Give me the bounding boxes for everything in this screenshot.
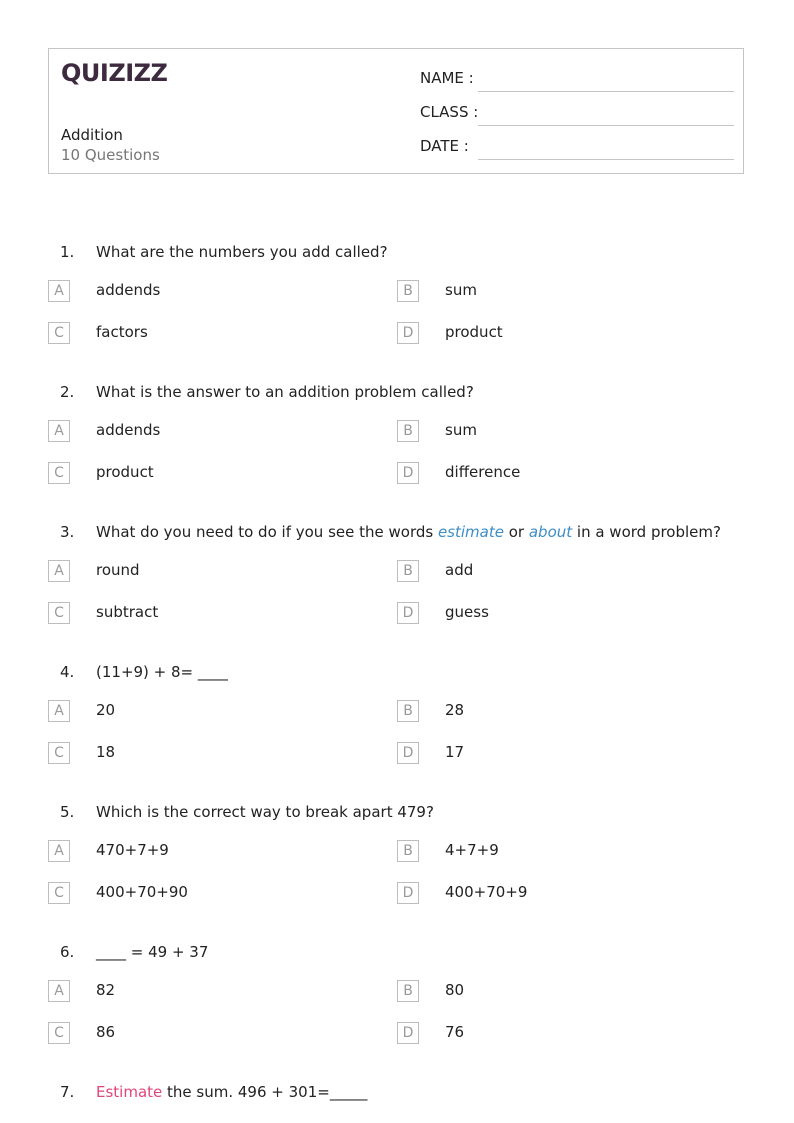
option-letter-box: D <box>397 322 419 344</box>
class-label: CLASS : <box>420 103 479 121</box>
question-text: Which is the correct way to break apart 479? <box>96 803 434 821</box>
option-letter-box: A <box>48 420 70 442</box>
question-text: (11+9) + 8= ____ <box>96 663 228 681</box>
question-text-part: or <box>503 523 529 541</box>
option-letter-box: A <box>48 980 70 1002</box>
option-letter-box: D <box>397 742 419 764</box>
date-field[interactable] <box>420 137 734 163</box>
option-letter-box: B <box>397 560 419 582</box>
option-letter-box: A <box>48 280 70 302</box>
option-text: 82 <box>96 981 116 999</box>
option-letter-box: A <box>48 840 70 862</box>
question-number: 3. <box>60 523 75 541</box>
option-letter-box: D <box>397 1022 419 1044</box>
class-field[interactable] <box>420 103 734 129</box>
highlight-estimate: estimate <box>437 523 504 541</box>
option-text: 20 <box>96 701 116 719</box>
question-number: 5. <box>60 803 75 821</box>
option-letter-box: B <box>397 980 419 1002</box>
option-letter-box: D <box>397 602 419 624</box>
worksheet-header <box>48 48 744 174</box>
question-count: 10 Questions <box>61 146 160 164</box>
question-number: 1. <box>60 243 75 261</box>
question-text-part: in a word problem? <box>572 523 721 541</box>
date-line[interactable] <box>478 159 734 160</box>
question-text-part: the sum. 496 + 301=_____ <box>162 1083 368 1101</box>
option-text: 18 <box>96 743 116 761</box>
question-text-part: What do you need to do if you see the words <box>96 523 438 541</box>
option-text: factors <box>96 323 148 341</box>
option-letter-box: D <box>397 462 419 484</box>
option-text: 28 <box>445 701 465 719</box>
option-letter-box: A <box>48 560 70 582</box>
question-text: What is the answer to an addition problem called? <box>96 383 474 401</box>
question-number: 4. <box>60 663 75 681</box>
question-number: 2. <box>60 383 75 401</box>
option-text: product <box>96 463 154 481</box>
option-text: 86 <box>96 1023 116 1041</box>
option-letter-box: C <box>48 322 70 344</box>
question-number: 6. <box>60 943 75 961</box>
option-text: 4+7+9 <box>445 841 499 859</box>
name-line[interactable] <box>478 91 734 92</box>
option-text: 400+70+9 <box>445 883 528 901</box>
question-text: What are the numbers you add called? <box>96 243 388 261</box>
option-text: 17 <box>445 743 465 761</box>
option-text: sum <box>445 421 477 439</box>
option-letter-box: D <box>397 882 419 904</box>
date-label: DATE : <box>420 137 469 155</box>
question-text <box>96 523 721 541</box>
option-letter-box: C <box>48 882 70 904</box>
option-text: addends <box>96 281 161 299</box>
option-letter-box: A <box>48 700 70 722</box>
question-text <box>96 1083 367 1101</box>
quizizz-logo: QUIZIZZ <box>61 59 168 87</box>
option-letter-box: B <box>397 420 419 442</box>
option-text: 76 <box>445 1023 465 1041</box>
option-letter-box: C <box>48 602 70 624</box>
highlight-estimate: Estimate <box>96 1083 163 1101</box>
option-text: round <box>96 561 140 579</box>
worksheet-title: Addition <box>61 126 123 144</box>
option-text: 400+70+90 <box>96 883 188 901</box>
option-text: add <box>445 561 474 579</box>
option-text: 80 <box>445 981 465 999</box>
option-text: product <box>445 323 503 341</box>
name-field[interactable] <box>420 69 734 95</box>
class-line[interactable] <box>478 125 734 126</box>
option-text: addends <box>96 421 161 439</box>
question-number: 7. <box>60 1083 75 1101</box>
option-letter-box: B <box>397 700 419 722</box>
option-letter-box: C <box>48 742 70 764</box>
option-text: difference <box>445 463 521 481</box>
option-text: subtract <box>96 603 159 621</box>
option-text: 470+7+9 <box>96 841 169 859</box>
question-text: ____ = 49 + 37 <box>96 943 209 961</box>
option-text: guess <box>445 603 489 621</box>
name-label: NAME : <box>420 69 474 87</box>
option-letter-box: B <box>397 840 419 862</box>
highlight-about: about <box>528 523 573 541</box>
option-letter-box: C <box>48 462 70 484</box>
option-letter-box: C <box>48 1022 70 1044</box>
option-letter-box: B <box>397 280 419 302</box>
option-text: sum <box>445 281 477 299</box>
